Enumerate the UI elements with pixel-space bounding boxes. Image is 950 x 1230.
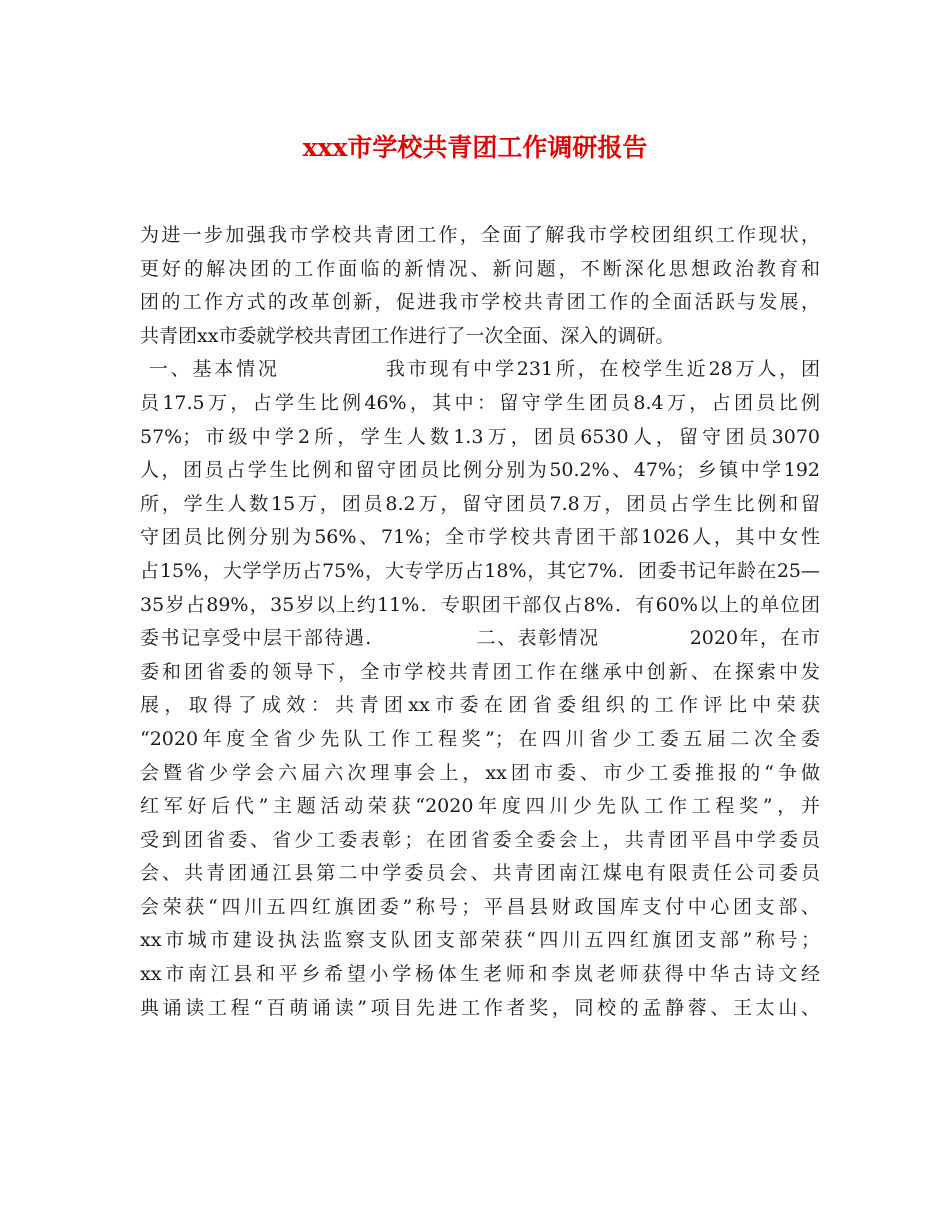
body-line: 委和团省委的领导下，全市学校共青团工作在继承中创新、在探索中发 [140,660,820,683]
body-line: 典诵读工程“百萌诵读”项目先进工作者奖，同校的孟静蓉、王太山、 [140,996,820,1019]
body-line: 所，学生人数15万，团员8.2万，留守团员7.8万，团员占学生比例和留 [140,492,820,515]
body-line: 会暨省少学会六届六次理事会上，xx团市委、市少工委推报的“争做 [140,761,820,784]
body-line: 人，团员占学生比例和留守团员比例分别为50.2%、47%；乡镇中学192 [140,459,820,482]
document-title: xxx市学校共青团工作调研报告 [302,133,648,162]
body-line: 红军好后代”主题活动荣获“2020年度四川少先队工作工程奖”，并 [140,795,820,818]
body-line: 受到团省委、省少工委表彰；在团省委全委会上，共青团平昌中学委员 [140,828,820,851]
body-line: 57%；市级中学2所，学生人数1.3万，团员6530人，留守团员3070 [140,425,820,448]
body-line: 守团员比例分别为56%、71%；全市学校共青团干部1026人，其中女性 [140,526,820,549]
body-line: 一、基本情况 我市现有中学231所，在校学生近28万人，团 [140,358,820,381]
body-line: 35岁占89%，35岁以上约11%．专职团干部仅占8%．有60%以上的单位团 [140,593,820,616]
body-line: 为进一步加强我市学校共青团工作，全面了解我市学校团组织工作现状， [140,224,820,246]
body-line: xx市城市建设执法监察支队团支部荣获“四川五四红旗团支部”称号； [140,929,820,952]
body-line: xx市南江县和平乡希望小学杨体生老师和李岚老师获得中华古诗文经 [140,963,820,986]
body-line: 共青团xx市委就学校共青团工作进行了一次全面、深入的调研。 [140,324,675,347]
document-body [140,219,820,1025]
body-line: 占15%，大学学历占75%，大专学历占18%，其它7%．团委书记年龄在25— [140,559,820,582]
body-line: 会荣获“四川五四红旗团委”称号；平昌县财政国库支付中心团支部、 [140,895,820,918]
body-line: 委书记享受中层干部待遇. 二、表彰情况 2020年，在市 [140,627,820,650]
body-line: 团的工作方式的改革创新，促进我市学校共青团工作的全面活跃与发展， [140,291,820,314]
body-line: 展，取得了成效：共青团xx市委在团省委组织的工作评比中荣获 [140,694,820,717]
body-line: 员17.5万，占学生比例46%，其中：留守学生团员8.4万，占团员比例 [140,391,820,414]
body-line: 更好的解决团的工作面临的新情况、新问题，不断深化思想政治教育和 [140,257,820,280]
body-line: “2020年度全省少先队工作工程奖”；在四川省少工委五届二次全委 [140,727,820,750]
body-line: 会、共青团通江县第二中学委员会、共青团南江煤电有限责任公司委员 [140,862,820,885]
